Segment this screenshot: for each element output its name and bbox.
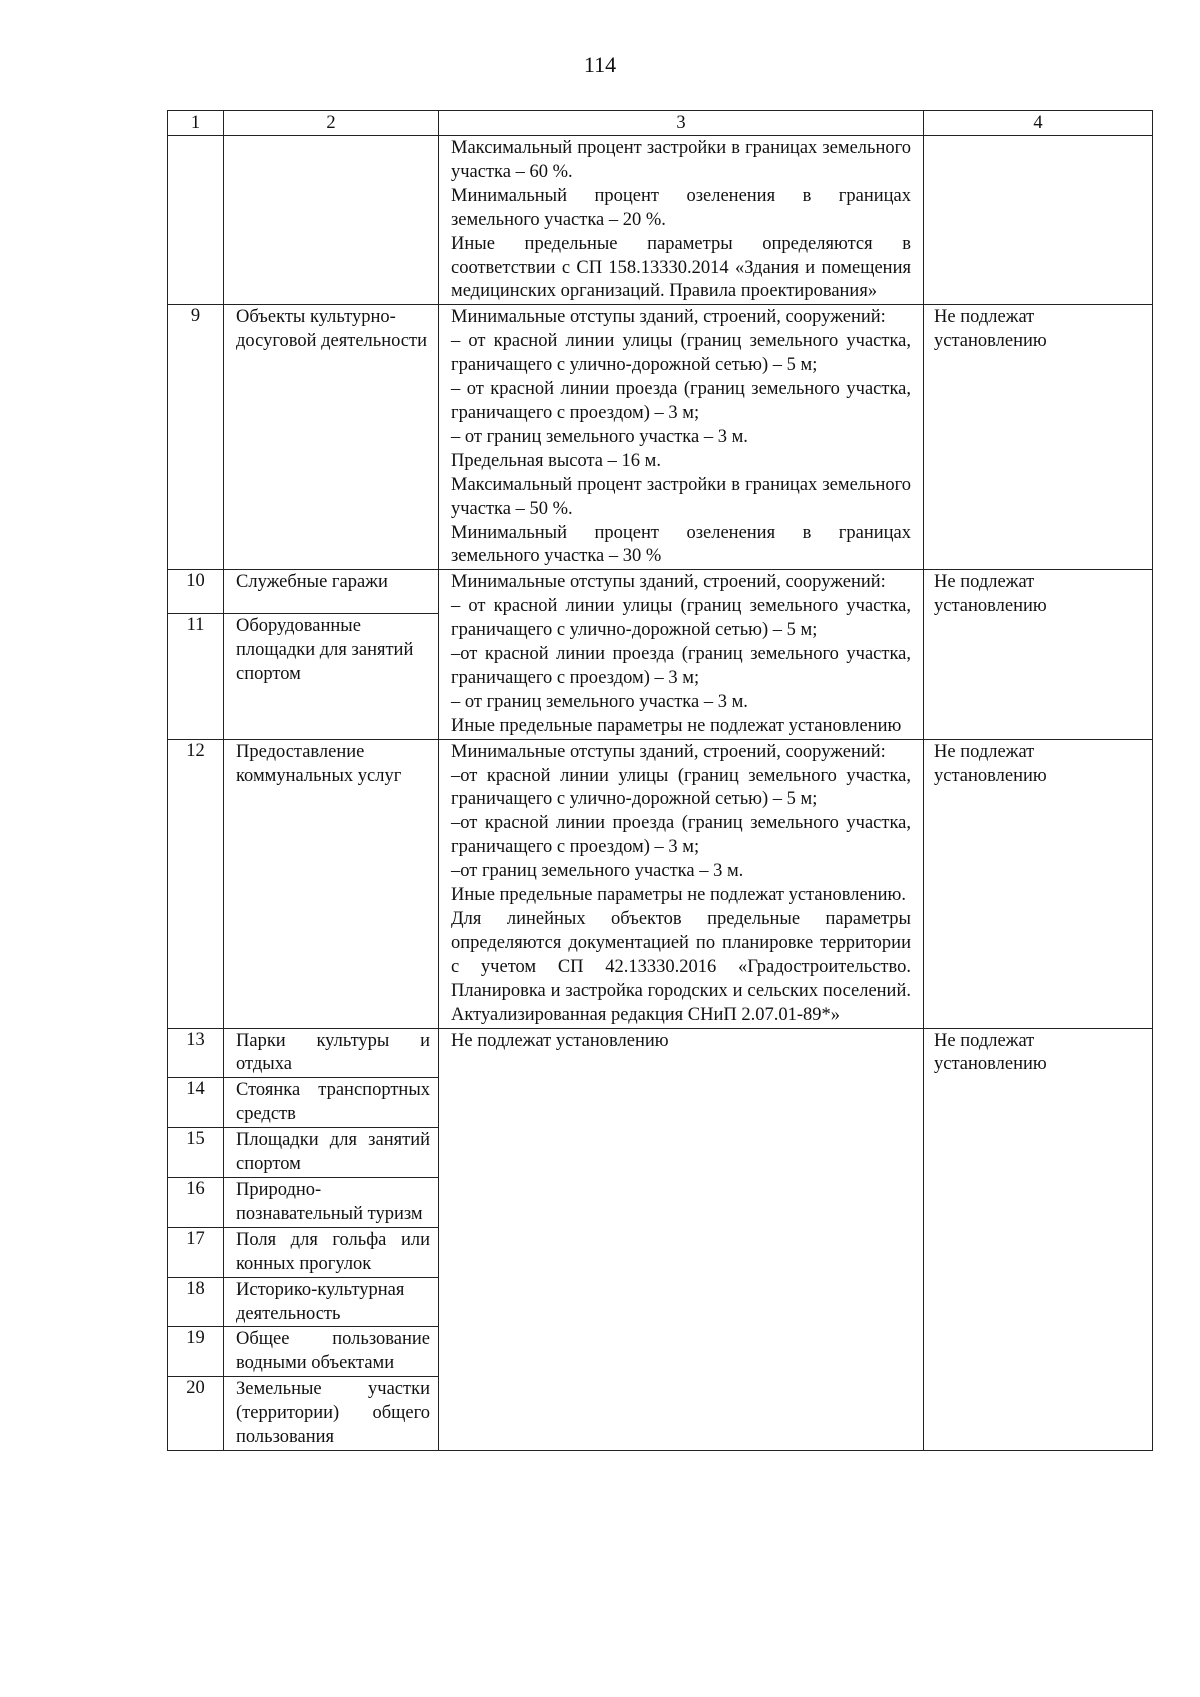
row-name-cell: [224, 136, 439, 305]
row-name: Земельные участки (территории) общего пользования: [224, 1377, 439, 1451]
row-name: Оборудованные площадки для занятий спортом: [224, 614, 439, 739]
parameter-line: – от границ земельного участка – 3 м.: [451, 691, 748, 712]
table-row-continuation: [168, 136, 1153, 305]
parameter-line: Предельная высота – 16 м.: [451, 450, 661, 471]
row-name: Природно-познавательный туризм: [224, 1177, 439, 1227]
parameter-line: –от красной линии улицы (границ земельного участка, граничащего с улично-дорожной сетью) – 5 м;: [451, 765, 911, 810]
parameter-line: Иные предельные параметры не подлежат установлению.: [451, 885, 906, 906]
row-number: 11: [168, 614, 224, 739]
regulations-table: [167, 110, 1153, 1451]
parameters-cell: [439, 739, 924, 1028]
row-number: 12: [168, 739, 224, 1028]
row-number-cell: [168, 136, 224, 305]
table-row-10: [168, 570, 1153, 614]
row-name: Площадки для занятий спортом: [224, 1128, 439, 1178]
row-name: Стоянка транспортных средств: [224, 1078, 439, 1128]
row-number: 16: [168, 1177, 224, 1227]
table-row-13: [168, 1028, 1153, 1078]
row-number: 9: [168, 305, 224, 570]
row-name: Поля для гольфа или конных прогулок: [224, 1227, 439, 1277]
parameters-cell: [439, 305, 924, 570]
row-name: Общее пользование водными объектами: [224, 1327, 439, 1377]
parameter-line: –от красной линии проезда (границ земельного участка, граничащего с проездом) – 3 м;: [451, 644, 911, 688]
parameter-line: Иные предельные параметры определяются в соответствии с СП 158.13330.2014 «Здания и помещения медицинских организаций. Правила проектирования»: [451, 233, 911, 302]
header-col-3: 3: [439, 111, 924, 136]
note-cell: [924, 136, 1153, 305]
parameters-cell: Не подлежат установлению: [439, 1028, 924, 1450]
header-col-4: 4: [924, 111, 1153, 136]
row-name: Предоставление коммунальных услуг: [224, 739, 439, 1028]
parameter-line: Минимальные отступы зданий, строений, сооружений:: [451, 741, 886, 762]
parameter-line: –от границ земельного участка – 3 м.: [451, 861, 744, 882]
parameter-line: Иные предельные параметры не подлежат установлению: [451, 715, 902, 736]
note-cell: Не подлежат установлению: [924, 570, 1153, 739]
parameter-line: – от границ земельного участка – 3 м.: [451, 426, 748, 447]
parameters-cell: [439, 136, 924, 305]
parameter-line: Минимальный процент озеленения в границах земельного участка – 20 %.: [451, 185, 911, 230]
parameter-line: Максимальный процент застройки в границах земельного участка – 60 %.: [451, 138, 911, 182]
table-header-row: [168, 111, 1153, 136]
row-name: Объекты культурно-досуговой деятельности: [224, 305, 439, 570]
table-row-12: [168, 739, 1153, 1028]
parameter-line: – от красной линии проезда (границ земельного участка, граничащего с проездом) – 3 м;: [451, 379, 911, 423]
parameter-line: – от красной линии улицы (границ земельного участка, граничащего с улично-дорожной сетью) – 5 м;: [451, 596, 911, 641]
header-col-2: 2: [224, 111, 439, 136]
parameter-line: –от красной линии проезда (границ земельного участка, граничащего с проездом) – 3 м;: [451, 813, 911, 858]
row-number: 19: [168, 1327, 224, 1377]
row-number: 10: [168, 570, 224, 614]
header-col-1: 1: [168, 111, 224, 136]
parameter-line: Максимальный процент застройки в границах земельного участка – 50 %.: [451, 474, 911, 519]
parameter-line: Минимальный процент озеленения в границах земельного участка – 30 %: [451, 522, 911, 567]
parameters-cell: [439, 570, 924, 739]
row-number: 17: [168, 1227, 224, 1277]
row-number: 20: [168, 1377, 224, 1451]
page-number: 114: [583, 52, 617, 77]
note-cell: Не подлежат установлению: [924, 305, 1153, 570]
table-row-9: [168, 305, 1153, 570]
row-number: 13: [168, 1028, 224, 1078]
note-cell: Не подлежат установлению: [924, 1028, 1153, 1450]
row-number: 14: [168, 1078, 224, 1128]
parameter-line: Минимальные отступы зданий, строений, сооружений:: [451, 572, 886, 593]
row-number: 18: [168, 1277, 224, 1327]
row-name: Служебные гаражи: [224, 570, 439, 614]
row-name: Парки культуры и отдыха: [224, 1028, 439, 1078]
parameter-line: Минимальные отступы зданий, строений, сооружений:: [451, 307, 886, 328]
parameter-line: – от красной линии улицы (границ земельного участка, граничащего с улично-дорожной сетью) – 5 м;: [451, 331, 911, 376]
row-number: 15: [168, 1128, 224, 1178]
parameter-line: Для линейных объектов предельные параметры определяются документацией по планировке территории с учетом СП 42.13330.2016 «Градостроительство. Планировка и застройка городских и сельских поселений. Актуализированная редакция СНиП 2.07.01-89*»: [451, 909, 911, 1025]
note-cell: Не подлежат установлению: [924, 739, 1153, 1028]
row-name: Историко-культурная деятельность: [224, 1277, 439, 1327]
